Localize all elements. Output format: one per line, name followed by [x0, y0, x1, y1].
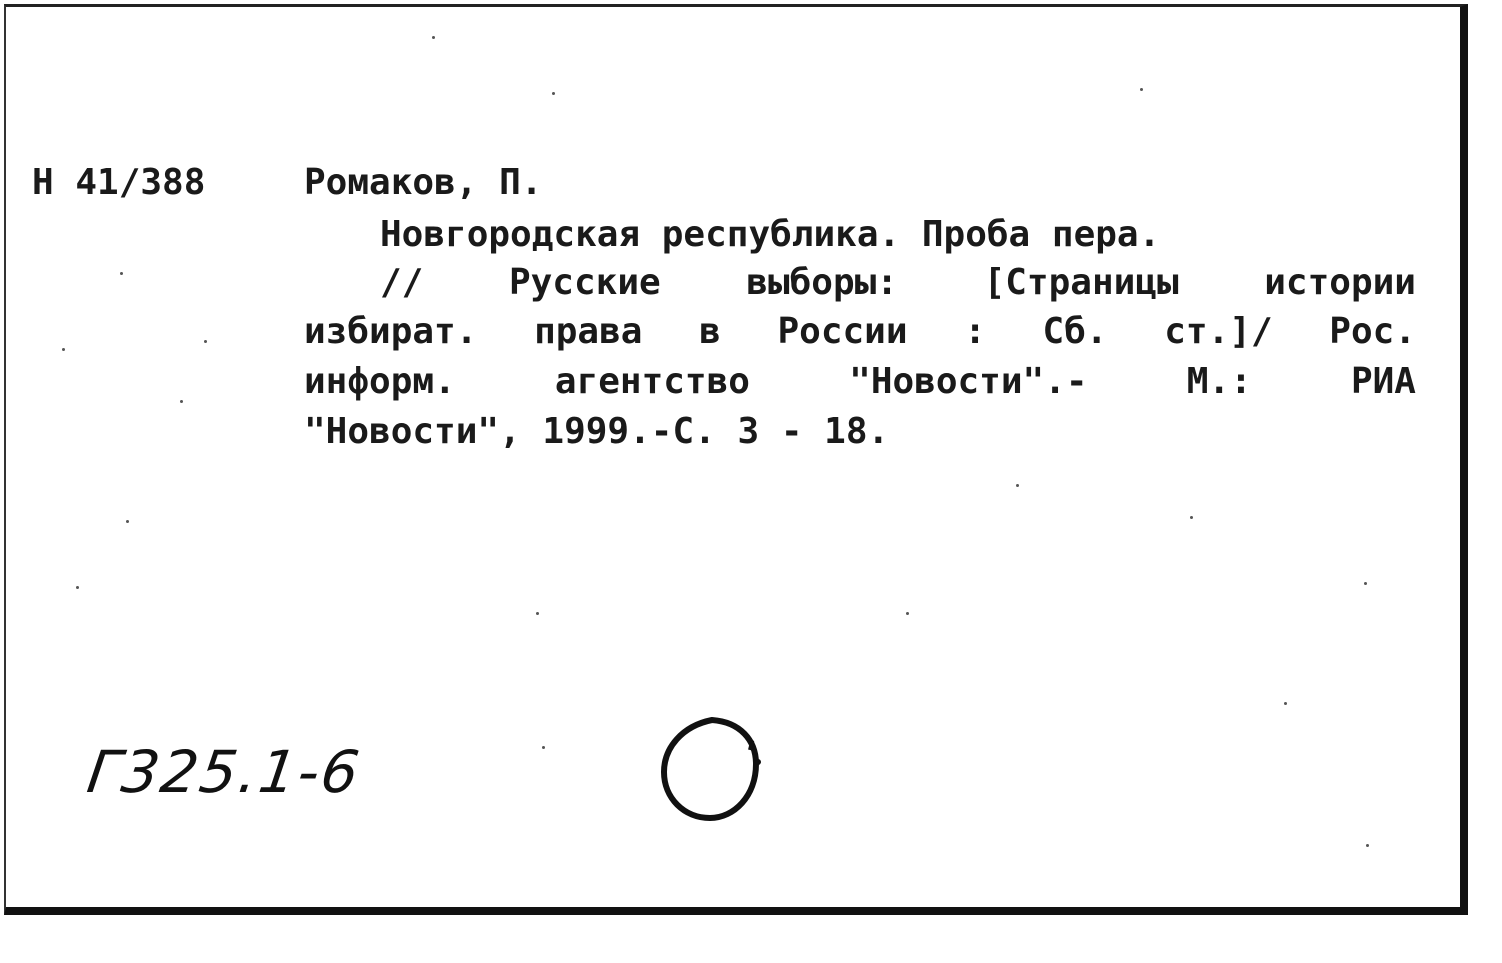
speck — [204, 340, 207, 343]
speck — [126, 520, 129, 523]
source-line-1 — [380, 262, 1416, 303]
source-word: агентство — [554, 361, 750, 402]
source-line-2 — [304, 311, 1416, 352]
speck — [1366, 844, 1369, 847]
source-word: в — [699, 311, 721, 352]
speck — [1016, 484, 1019, 487]
author: Ромаков, П. — [304, 162, 543, 203]
source-word: Рос. — [1329, 311, 1416, 352]
speck — [1140, 88, 1143, 91]
speck — [906, 612, 909, 615]
circle-mark-icon — [652, 712, 772, 832]
source-word: выборы: — [746, 262, 898, 303]
source-word: // — [380, 262, 424, 303]
source-word: "Новости".- — [849, 361, 1088, 402]
source-word: избират. — [304, 311, 478, 352]
speck — [432, 36, 435, 39]
speck — [62, 348, 65, 351]
speck — [552, 92, 555, 95]
speck — [542, 746, 545, 749]
speck — [536, 612, 539, 615]
shelfmark: Н 41/388 — [32, 162, 206, 203]
source-word: Сб. — [1042, 311, 1108, 352]
source-line-3 — [304, 361, 1416, 402]
speck — [1190, 516, 1193, 519]
source-word: России — [777, 311, 908, 352]
speck — [1284, 702, 1287, 705]
handwritten-classification: Г325.1-6 — [83, 738, 365, 806]
source-word: ст.]/ — [1164, 311, 1273, 352]
source-word: : — [964, 311, 986, 352]
speck — [180, 400, 183, 403]
title: Новгородская республика. Проба пера. — [380, 214, 1161, 255]
source-word: истории — [1264, 262, 1416, 303]
source-word: Русские — [508, 262, 661, 303]
speck — [76, 586, 79, 589]
source-word: [Страницы — [983, 262, 1179, 303]
source-word: информ. — [304, 361, 456, 402]
source-word: РИА — [1350, 361, 1416, 402]
source-line-4: "Новости", 1999.-С. 3 - 18. — [304, 411, 890, 452]
source-word: права — [534, 311, 643, 352]
source-word: М.: — [1186, 361, 1252, 402]
speck — [120, 272, 123, 275]
speck — [1364, 582, 1367, 585]
